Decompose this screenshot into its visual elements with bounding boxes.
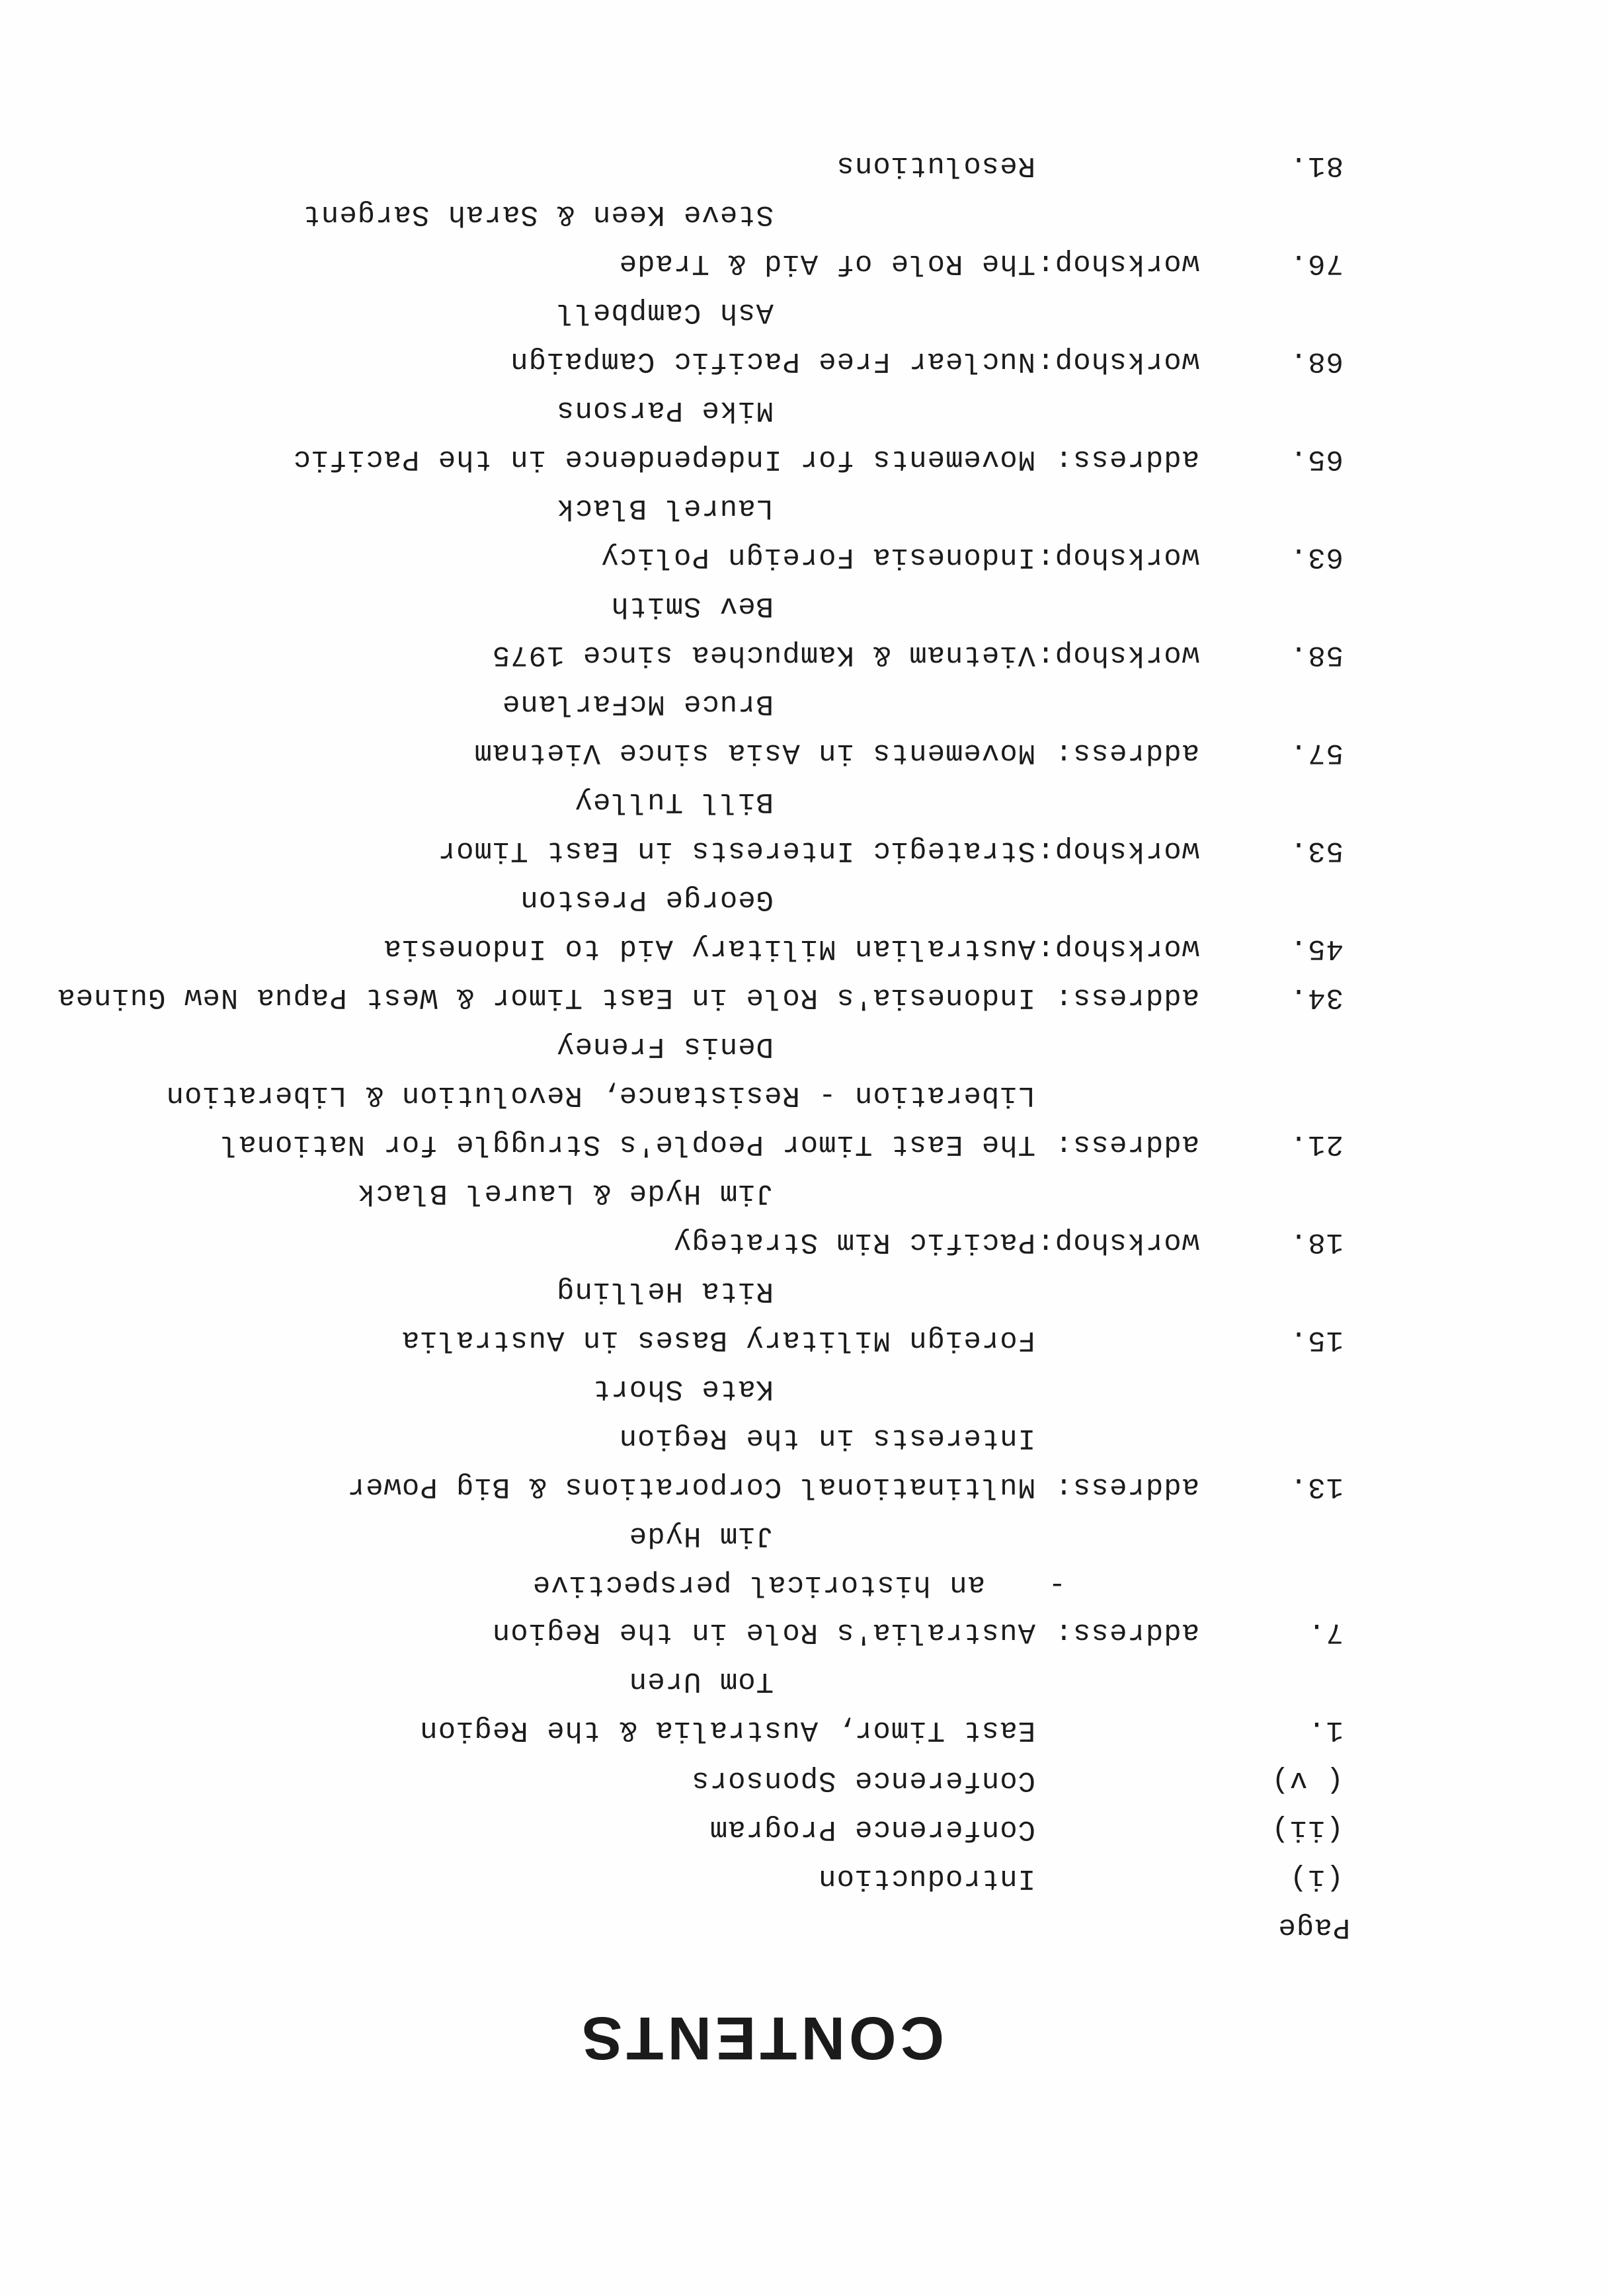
toc-speaker: Jim Hyde bbox=[628, 1519, 774, 1552]
toc-title: Introduction bbox=[818, 1862, 1035, 1895]
toc-speaker: Rita Helling bbox=[556, 1274, 774, 1307]
toc-type: workshop: bbox=[1036, 932, 1199, 965]
toc-title: The Role of Aid & Trade bbox=[618, 247, 1035, 280]
toc-number: 81. bbox=[1289, 149, 1344, 182]
toc-title: Pacific Rim Strategy bbox=[672, 1225, 1035, 1258]
toc-number: 58. bbox=[1289, 638, 1344, 671]
toc-speaker: Bill Tulley bbox=[574, 785, 774, 818]
toc-number: 57. bbox=[1289, 736, 1344, 769]
toc-number: (i) bbox=[1289, 1862, 1344, 1895]
toc-title: Australian Military Aid to Indonesia bbox=[383, 932, 1035, 965]
toc-speaker: Kate Short bbox=[592, 1372, 774, 1405]
toc-title: Conference Program bbox=[709, 1813, 1035, 1846]
toc-number: 65. bbox=[1289, 442, 1344, 475]
toc-speaker: Bev Smith bbox=[610, 589, 774, 622]
toc-type: address: bbox=[1054, 1470, 1199, 1503]
toc-speaker: Laurel Black bbox=[556, 491, 774, 524]
toc-number: 76. bbox=[1289, 247, 1344, 280]
toc-number: 21. bbox=[1289, 1128, 1344, 1161]
toc-title: Foreign Military Bases in Australia bbox=[401, 1323, 1035, 1356]
toc-type: address: bbox=[1054, 736, 1199, 769]
toc-title: Movements for Independence in the Pacific bbox=[292, 442, 1035, 475]
toc-type: address: bbox=[1054, 1616, 1199, 1649]
toc-title: Conference Sponsors bbox=[691, 1764, 1035, 1797]
toc-title: Indonesia's Role in East Timor & West Papua New Guinea bbox=[57, 981, 1035, 1014]
toc-number: 15. bbox=[1289, 1323, 1344, 1356]
toc-subtitle: Liberation - Resistance, Revolution & Liberation bbox=[165, 1079, 1035, 1112]
toc-number: 68. bbox=[1289, 345, 1344, 378]
page-column-label: Page bbox=[1277, 1910, 1350, 1944]
toc-number: (ii) bbox=[1271, 1813, 1344, 1846]
toc-title: Resolutions bbox=[836, 149, 1035, 182]
toc-speaker: Ash Campbell bbox=[556, 296, 774, 329]
toc-speaker: Tom Uren bbox=[628, 1664, 774, 1698]
toc-speaker: Jim Hyde & Laurel Black bbox=[356, 1176, 774, 1210]
toc-number: 53. bbox=[1289, 834, 1344, 867]
toc-type: address: bbox=[1054, 981, 1199, 1014]
toc-title: East Timor, Australia & the Region bbox=[419, 1713, 1035, 1746]
toc-title: The East Timor People's Struggle for National bbox=[220, 1128, 1035, 1161]
toc-title: Nuclear Free Pacific Campaign bbox=[510, 345, 1035, 378]
toc-title: Vietnam & Kampuchea since 1975 bbox=[491, 638, 1035, 671]
toc-subtitle: an historical perspective bbox=[532, 1568, 985, 1601]
toc-speaker: Denis Freney bbox=[556, 1030, 774, 1063]
toc-subtitle-dash: - bbox=[1047, 1568, 1066, 1601]
toc-type: workshop: bbox=[1036, 247, 1199, 280]
toc-number: 1. bbox=[1307, 1713, 1344, 1746]
toc-speaker: George Preston bbox=[520, 883, 774, 916]
toc-speaker: Steve Keen & Sarah Sargent bbox=[302, 198, 774, 231]
toc-type: address: bbox=[1054, 1128, 1199, 1161]
toc-type: workshop: bbox=[1036, 638, 1199, 671]
page-heading: CONTENTS bbox=[578, 2004, 944, 2072]
toc-title: Multinational Corporations & Big Power bbox=[346, 1470, 1035, 1503]
toc-subtitle: Interests in the Region bbox=[618, 1421, 1035, 1454]
toc-title: Strategic Interests in East Timor bbox=[437, 834, 1035, 867]
toc-speaker: Mike Parsons bbox=[556, 393, 774, 427]
toc-number: ( v) bbox=[1271, 1764, 1344, 1797]
toc-number: 34. bbox=[1289, 981, 1344, 1014]
toc-type: address: bbox=[1054, 442, 1199, 475]
toc-number: 63. bbox=[1289, 540, 1344, 573]
toc-number: 45. bbox=[1289, 932, 1344, 965]
toc-title: Indonesia Foreign Policy bbox=[600, 540, 1035, 573]
toc-type: workshop: bbox=[1036, 345, 1199, 378]
toc-speaker: Bruce McFarlane bbox=[501, 687, 774, 720]
toc-type: workshop: bbox=[1036, 1225, 1199, 1258]
toc-type: workshop: bbox=[1036, 834, 1199, 867]
toc-title: Movements in Asia since Vietnam bbox=[473, 736, 1035, 769]
toc-number: 18. bbox=[1289, 1225, 1344, 1258]
toc-number: 7. bbox=[1307, 1616, 1344, 1649]
toc-title: Australia's Role in the Region bbox=[491, 1616, 1035, 1649]
toc-number: 13. bbox=[1289, 1470, 1344, 1503]
toc-type: workshop: bbox=[1036, 540, 1199, 573]
